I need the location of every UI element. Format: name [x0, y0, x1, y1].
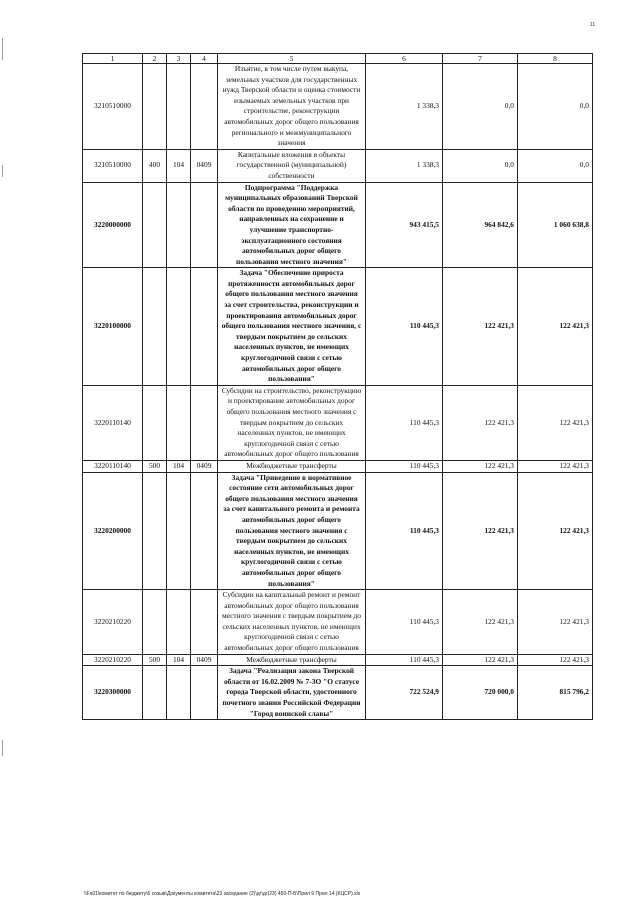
administrator-code: [167, 64, 191, 150]
row-description: Субсидии на капитальный ремонт и ремонт автомобильных дорог общего пользования местного значения с твердым покрытием до сельских населенных пунктов, не имеющих круглогодичной связи с сетью автомобильных дорог общего пользования: [218, 590, 366, 655]
amount-col7: 964 842,6: [443, 182, 518, 268]
expense-type-code: [143, 590, 167, 655]
amount-col6: 722 524,9: [366, 666, 443, 720]
administrator-code: [167, 590, 191, 655]
target-article-code: 3220200000: [83, 472, 143, 590]
target-article-code: 3220100000: [83, 268, 143, 386]
administrator-code: [167, 666, 191, 720]
row-description: Межбюджетные трансферты: [218, 460, 366, 472]
section-code: [191, 64, 218, 150]
amount-col7: 122 421,3: [443, 654, 518, 666]
amount-col7: 122 421,3: [443, 385, 518, 460]
expense-type-code: [143, 182, 167, 268]
amount-col7: 720 000,0: [443, 666, 518, 720]
expense-type-code: [143, 666, 167, 720]
section-code: [191, 268, 218, 386]
amount-col7: 0,0: [443, 149, 518, 182]
table-row: [83, 64, 593, 150]
section-code: 0409: [191, 149, 218, 182]
administrator-code: [167, 472, 191, 590]
section-code: [191, 472, 218, 590]
target-article-code: 3220210220: [83, 654, 143, 666]
amount-col6: 110 445,3: [366, 460, 443, 472]
amount-col6: 110 445,3: [366, 472, 443, 590]
row-description: Задача "Обеспечение прироста протяженности автомобильных дорог общего пользования местного значения за счет строительства, реконструкции и проектирования автомобильных дорог общего пользования местного значения, с твердым покрытием до сельских населенных пунктов, не имеющих круглогодичной связи с сетью автомобильных дорог общего пользования": [218, 268, 366, 386]
budget-table: [82, 53, 593, 720]
table-row: [83, 460, 593, 472]
expense-type-code: [143, 64, 167, 150]
column-header: 7: [443, 54, 518, 64]
table-row: [83, 149, 593, 182]
target-article-code: 3220300000: [83, 666, 143, 720]
administrator-code: [167, 268, 191, 386]
expense-type-code: [143, 385, 167, 460]
column-header: 8: [518, 54, 593, 64]
section-code: [191, 666, 218, 720]
file-path-footer: \\Fs01\комитет по бюджету\6 созыв\Документы комитета\23 заседание (2)\дг\дг(23) 450-П-Б\Прил 9 Прил 14 (КЦСР).xls: [84, 891, 361, 897]
amount-col6: 110 445,3: [366, 268, 443, 386]
target-article-code: 3220000000: [83, 182, 143, 268]
amount-col8: 0,0: [518, 64, 593, 150]
column-header: 3: [167, 54, 191, 64]
amount-col8: 1 060 638,8: [518, 182, 593, 268]
amount-col8: 122 421,3: [518, 268, 593, 386]
row-description: Субсидии на строительство, реконструкцию и проектирование автомобильных дорог общего пользования местного значения с твердым покрытием до сельских населенных пунктов, не имеющих круглогодичной связи с сетью автомобильных дорог общего пользования: [218, 385, 366, 460]
section-code: 0409: [191, 654, 218, 666]
section-code: 0409: [191, 460, 218, 472]
amount-col7: 122 421,3: [443, 472, 518, 590]
target-article-code: 3210510000: [83, 64, 143, 150]
binding-mark: [2, 165, 3, 177]
target-article-code: 3220110140: [83, 460, 143, 472]
table-row: [83, 666, 593, 720]
amount-col8: 122 421,3: [518, 460, 593, 472]
amount-col8: 815 796,2: [518, 666, 593, 720]
row-description: Капитальные вложения в объекты государственной (муниципальной) собственности: [218, 149, 366, 182]
amount-col6: 110 445,3: [366, 385, 443, 460]
amount-col6: 110 445,3: [366, 654, 443, 666]
amount-col8: 122 421,3: [518, 385, 593, 460]
target-article-code: 3220110140: [83, 385, 143, 460]
expense-type-code: 500: [143, 654, 167, 666]
row-description: Задача "Реализация закона Тверской области от 16.02.2009 № 7-ЗО "О статусе города Тверской области, удостоенного почетного звания Российской Федерации "Город воинской славы": [218, 666, 366, 720]
row-description: Подпрограмма "Поддержка муниципальных образований Тверской области по проведению мероприятий, направленных на сохранение и улучшение транспортно-эксплуатационного состояния автомобильных дорог общего пользования местного значения": [218, 182, 366, 268]
administrator-code: 104: [167, 460, 191, 472]
row-description: Задача "Приведение в нормативное состояние сети автомобильных дорог общего пользования местного значения за счет капитального ремонта и ремонта автомобильных дорог общего пользования местного значения с твердым покрытием до сельских населенных пунктов, не имеющих круглогодичной связи с сетью автомобильных дорог общего пользования": [218, 472, 366, 590]
expense-type-code: [143, 268, 167, 386]
section-code: [191, 590, 218, 655]
binding-mark: [2, 740, 3, 756]
administrator-code: 104: [167, 149, 191, 182]
amount-col6: 1 338,3: [366, 149, 443, 182]
amount-col8: 122 421,3: [518, 654, 593, 666]
amount-col6: 1 338,3: [366, 64, 443, 150]
table-row: [83, 590, 593, 655]
amount-col7: 122 421,3: [443, 460, 518, 472]
amount-col7: 0,0: [443, 64, 518, 150]
amount-col7: 122 421,3: [443, 268, 518, 386]
column-header: 6: [366, 54, 443, 64]
page-number: 11: [590, 22, 596, 28]
row-description: Изъятие, в том числе путем выкупа, земельных участков для государственных нужд Тверской области и оценка стоимости изымаемых земельных участков при строительстве, реконструкции автомобильных дорог общего пользования регионального и межмуниципального значения: [218, 64, 366, 150]
administrator-code: [167, 385, 191, 460]
section-code: [191, 182, 218, 268]
amount-col6: 943 415,5: [366, 182, 443, 268]
expense-type-code: [143, 472, 167, 590]
binding-mark: [2, 38, 3, 60]
amount-col8: 0,0: [518, 149, 593, 182]
column-header: 4: [191, 54, 218, 64]
administrator-code: [167, 182, 191, 268]
header-row: [83, 54, 593, 64]
column-header: 5: [218, 54, 366, 64]
expense-type-code: 500: [143, 460, 167, 472]
row-description: Межбюджетные трансферты: [218, 654, 366, 666]
table-row: [83, 472, 593, 590]
table-row: [83, 385, 593, 460]
column-header: 1: [83, 54, 143, 64]
target-article-code: 3220210220: [83, 590, 143, 655]
table-row: [83, 182, 593, 268]
amount-col8: 122 421,3: [518, 472, 593, 590]
section-code: [191, 385, 218, 460]
table-row: [83, 268, 593, 386]
amount-col7: 122 421,3: [443, 590, 518, 655]
amount-col8: 122 421,3: [518, 590, 593, 655]
column-header: 2: [143, 54, 167, 64]
target-article-code: 3210510000: [83, 149, 143, 182]
expense-type-code: 400: [143, 149, 167, 182]
table-row: [83, 654, 593, 666]
administrator-code: 104: [167, 654, 191, 666]
amount-col6: 110 445,3: [366, 590, 443, 655]
